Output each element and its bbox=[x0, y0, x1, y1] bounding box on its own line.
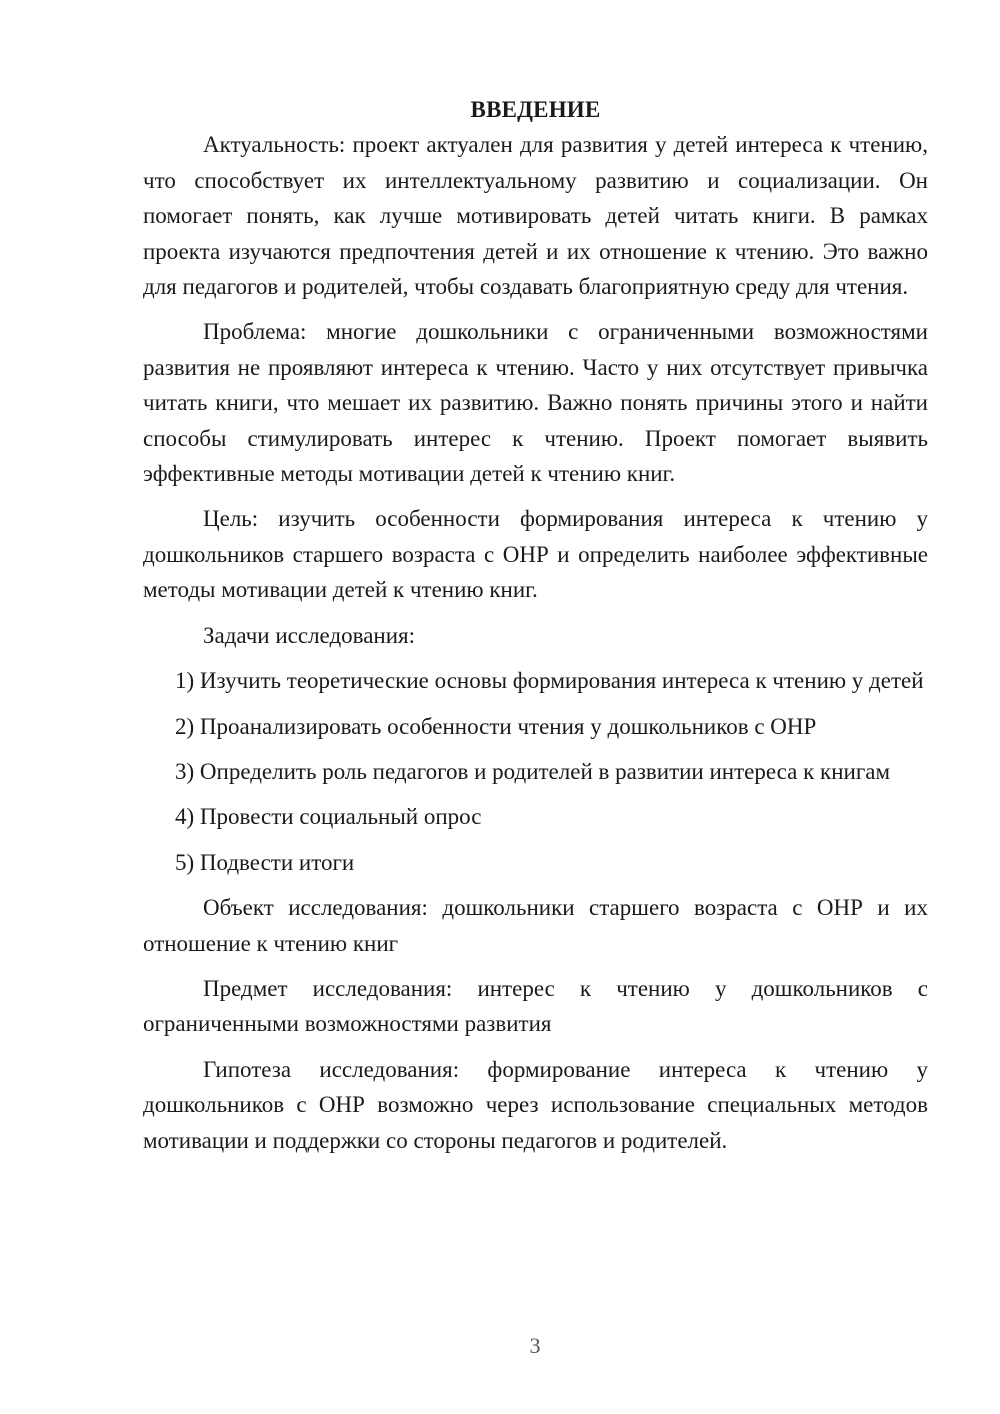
task-item-4: 4) Провести социальный опрос bbox=[175, 804, 482, 830]
paragraph-relevance: Актуальность: проект актуален для развития у детей интереса к чтению, что способствует их интеллектуальному развитию и социализации. Он помогает понять, как лучше мотивировать детей читать книги. В рамках проекта изучаются предпочтения детей и их отношение к чтению. Это важно для педагогов и родителей, чтобы создавать благоприятную среду для чтения. bbox=[143, 132, 928, 300]
page-number: 3 bbox=[529, 1333, 541, 1358]
tasks-list bbox=[143, 663, 928, 880]
page-title: ВВЕДЕНИЕ bbox=[470, 97, 601, 122]
tasks-heading: Задачи исследования: bbox=[203, 622, 416, 648]
paragraph-object: Объект исследования: дошкольники старшего возраста с ОНР и их отношение к чтению книг bbox=[143, 895, 928, 956]
paragraph-goal: Цель: изучить особенности формирования интереса к чтению у дошкольников старшего возраста с ОНР и определить наиболее эффективные методы мотивации детей к чтению книг. bbox=[143, 506, 928, 603]
task-item-5: 5) Подвести итоги bbox=[175, 849, 355, 875]
task-item-1: 1) Изучить теоретические основы формирования интереса к чтению у детей bbox=[175, 668, 924, 694]
paragraph-hypothesis: Гипотеза исследования: формирование интереса к чтению у дошкольников с ОНР возможно через использование специальных методов мотивации и поддержки со стороны педагогов и родителей. bbox=[143, 1056, 928, 1153]
task-item-3: 3) Определить роль педагогов и родителей в развитии интереса к книгам bbox=[175, 758, 891, 784]
paragraph-problem: Проблема: многие дошкольники с ограниченными возможностями развития не проявляют интереса к чтению. Часто у них отсутствует привычка читать книги, что мешает их развитию. Важно понять причины этого и найти способы стимулировать интерес к чтению. Проект помогает выявить эффективные методы мотивации детей к чтению книг. bbox=[143, 319, 928, 487]
paragraph-subject: Предмет исследования: интерес к чтению у дошкольников с ограниченными возможностями развития bbox=[143, 975, 928, 1037]
task-item-2: 2) Проанализировать особенности чтения у дошкольников с ОНР bbox=[175, 713, 817, 739]
document-body bbox=[143, 92, 928, 1158]
